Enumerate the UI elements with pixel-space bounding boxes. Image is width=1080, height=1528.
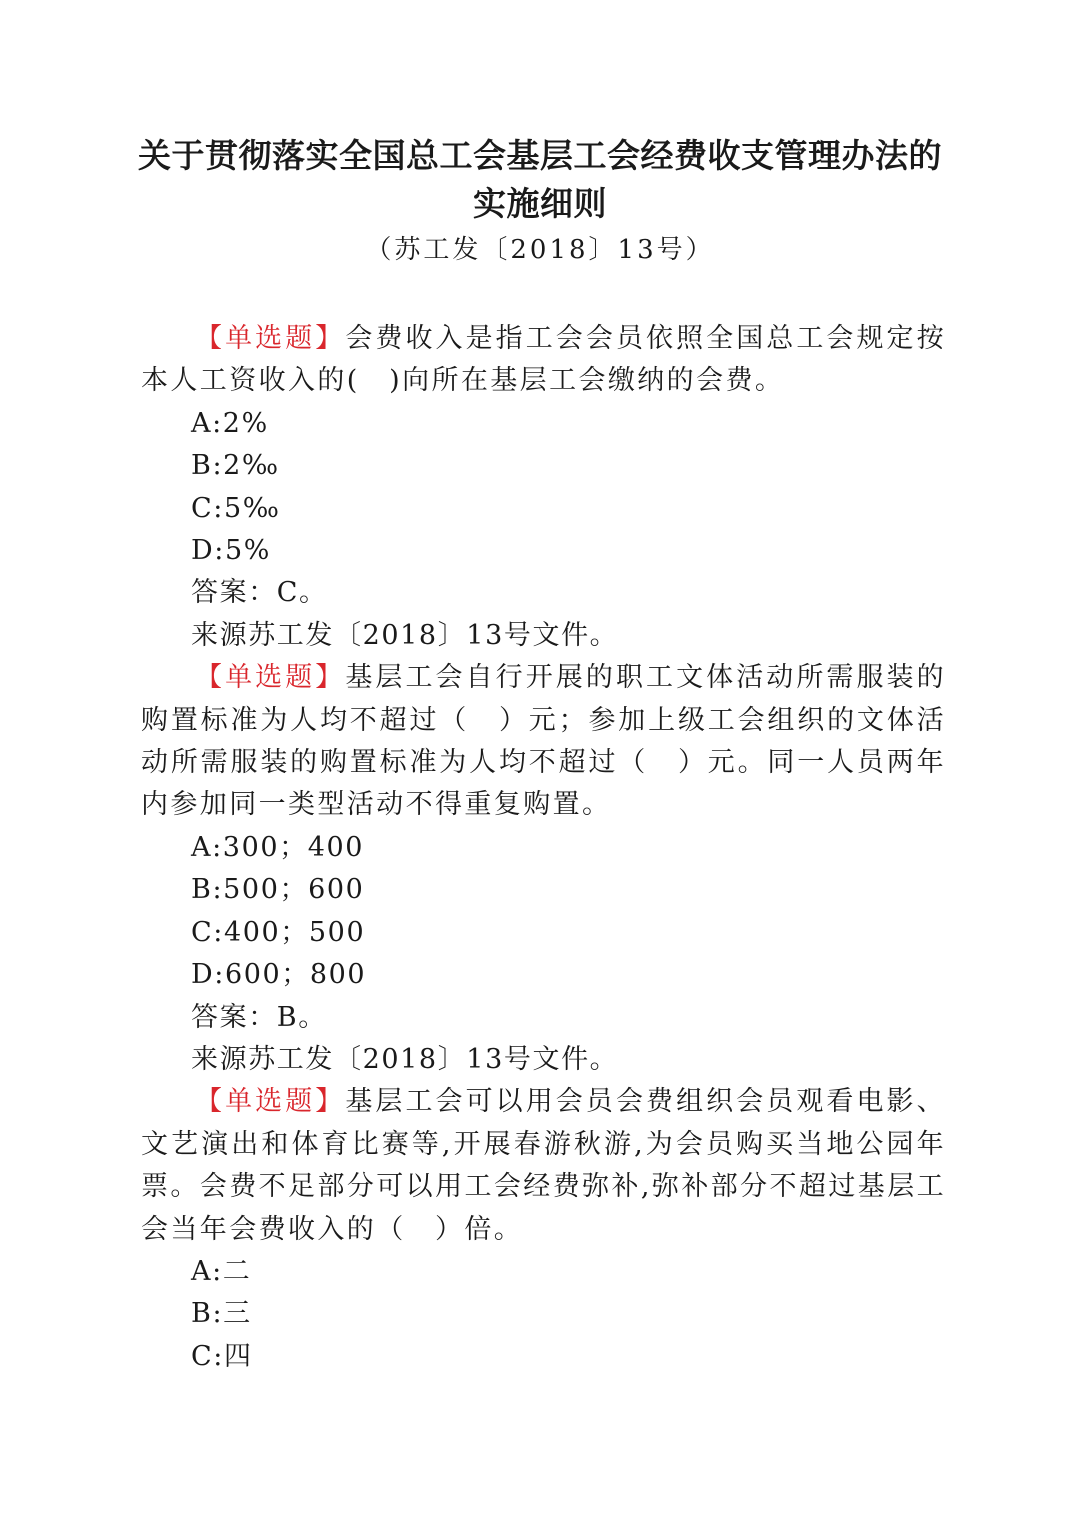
answer-text: 答案：B。	[191, 1001, 327, 1033]
source-text: 来源苏工发〔2018〕13号文件。	[191, 619, 619, 651]
option-d: D:600；800	[191, 959, 367, 991]
question-stem: 基层工会自行开展的职工文体活动所需服装的购置标准为人均不超过（ ）元；参加上级工会组织的文体活动所需服装的购置标准为人均不超过（ ）元。同一人员两年内参加同一类型活动不得重复购置。	[141, 662, 947, 821]
question-stem: 基层工会可以用会员会费组织会员观看电影、文艺演出和体育比赛等,开展春游秋游,为会员购买当地公园年票。会费不足部分可以用工会经费弥补,弥补部分不超过基层工会当年会费收入的（ ）倍。	[141, 1086, 947, 1245]
question-type-tag: 【单选题】	[195, 323, 346, 354]
question-2-text	[141, 657, 946, 827]
option-a: A:2%	[191, 407, 269, 439]
question-stem: 会费收入是指工会会员依照全国总工会规定按本人工资收入的( )向所在基层工会缴纳的会费。	[141, 323, 947, 397]
question-type-tag: 【单选题】	[195, 662, 346, 694]
option-a: A:二	[191, 1255, 252, 1287]
source-text: 来源苏工发〔2018〕13号文件。	[191, 1043, 619, 1075]
option-c: C:5‰	[191, 492, 281, 524]
question-list	[141, 318, 946, 1378]
question-1-text	[141, 318, 946, 403]
option-a: A:300；400	[191, 831, 365, 863]
document-title-line-2: 实施细则	[473, 184, 607, 223]
option-d: D:5%	[191, 535, 271, 567]
question-3-text	[141, 1081, 946, 1251]
document-number: （苏工发〔2018〕13号）	[365, 235, 715, 265]
option-b: B:三	[191, 1298, 252, 1330]
answer-text: 答案：C。	[191, 577, 328, 609]
option-b: B:500；600	[191, 874, 365, 906]
option-c: C:400；500	[191, 916, 366, 948]
document-title-line-1: 关于贯彻落实全国总工会基层工会经费收支管理办法的	[138, 136, 942, 175]
question-type-tag: 【单选题】	[195, 1086, 346, 1118]
option-c: C:四	[191, 1340, 253, 1372]
option-b: B:2‰	[191, 450, 280, 482]
